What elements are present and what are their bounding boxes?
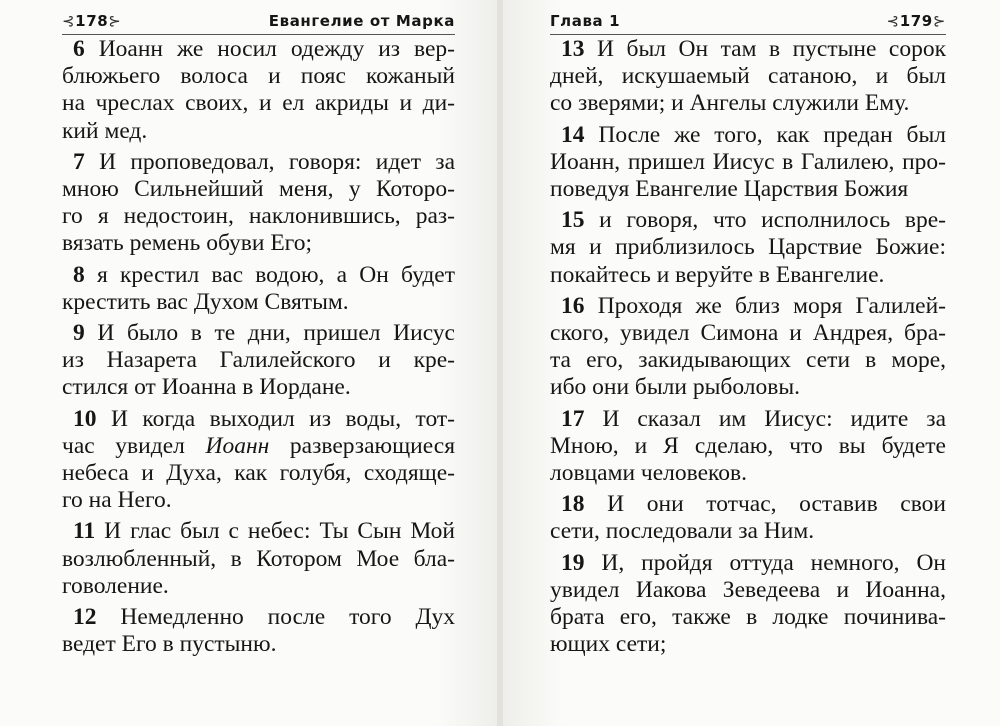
verse-14: [550, 122, 946, 204]
text-line: [550, 433, 946, 460]
text-line: [550, 207, 946, 234]
verse-number: 17: [561, 405, 585, 432]
line-text: И было в те дни, пришел Иисус: [97, 320, 455, 347]
line-text: покайтесь и веруйте в Евангелие.: [550, 261, 885, 288]
line-text: та его, закидывающих сети в море,: [550, 347, 946, 374]
line-text: Мною, и Я сделаю, что вы будете: [550, 432, 946, 459]
ornament-icon: ⊱: [108, 12, 122, 30]
line-text: Иоанн же носил одежду из вер-: [98, 36, 455, 62]
line-text: После же того, как предан был: [598, 121, 946, 148]
text-line: [550, 149, 946, 176]
text-line: [62, 374, 455, 401]
line-text: на чреслах своих, и ел акриды и ди-: [62, 90, 455, 117]
verse-15: [550, 207, 946, 289]
verse-11: [62, 518, 455, 600]
line-text: разверзающиеся: [269, 432, 455, 459]
line-text: кий мед.: [62, 117, 148, 144]
line-text: вязать ремень обуви Его;: [62, 230, 313, 257]
line-text: говоление.: [62, 572, 169, 599]
text-line: [62, 63, 455, 90]
verse-number: 11: [73, 518, 96, 545]
text-line: [550, 347, 946, 374]
text-line: [550, 320, 946, 347]
verse-19: [550, 550, 946, 659]
text-line: [62, 203, 455, 230]
ornament-icon: ⊰: [886, 12, 900, 30]
verse-number: 7: [73, 148, 85, 175]
text-line: [62, 289, 455, 316]
verse-number: 18: [561, 491, 585, 518]
line-text: мною Сильнейший меня, у Которо-: [62, 176, 455, 203]
line-text: ибо они были рыболовы.: [550, 374, 801, 401]
line-text: Иоанн, пришел Иисус в Галилею, про-: [550, 148, 946, 175]
line-text: го я недостоин, наклонившись, раз-: [62, 203, 455, 230]
text-line: [550, 293, 946, 320]
verse-9: [62, 320, 455, 402]
verse-7: [62, 149, 455, 258]
text-line: [62, 433, 455, 460]
text-line: [550, 491, 946, 518]
text-line: [550, 262, 946, 289]
verse-number: 15: [561, 207, 585, 234]
text-line: [550, 176, 946, 203]
line-text: блюжьего волоса и пояс кожаный: [62, 63, 455, 90]
line-text: И, пройдя оттуда немного, Он: [601, 549, 947, 576]
right-page: [503, 0, 1000, 726]
text-line: [62, 36, 455, 63]
text-line: [62, 90, 455, 117]
text-line: [550, 604, 946, 631]
text-line: [550, 577, 946, 604]
verse-number: 19: [561, 549, 585, 576]
line-text: из Назарета Галилейского и кре-: [62, 347, 455, 374]
text-line: [550, 406, 946, 433]
left-page-header: [62, 8, 455, 35]
line-text: стился от Иоанна в Иордане.: [62, 374, 351, 401]
italic-word: Иоанн: [205, 432, 270, 459]
text-line: [62, 406, 455, 433]
line-text: сети, последовали за Ним.: [550, 518, 815, 545]
line-text: го на Него.: [62, 487, 172, 514]
verse-number: 13: [561, 36, 585, 62]
text-line: [62, 149, 455, 176]
line-text: ского, увидел Симона и Андрея, бра-: [550, 320, 946, 347]
text-line: [62, 230, 455, 257]
left-page-number: ⊰178⊱: [62, 12, 122, 30]
text-line: [62, 347, 455, 374]
verse-number: 10: [73, 405, 97, 432]
verse-13: [550, 36, 946, 118]
line-text: крестить вас Духом Святым.: [62, 288, 349, 315]
line-text: И глас был с небес: Ты Сын Мой: [104, 518, 456, 545]
text-line: [550, 518, 946, 545]
verse-number: 8: [73, 261, 85, 288]
text-line: [62, 573, 455, 600]
verse-18: [550, 491, 946, 545]
line-text: мя и приблизилось Царствие Божие:: [550, 234, 946, 261]
line-text: со зверями; и Ангелы служили Ему.: [550, 90, 910, 117]
text-line: [550, 460, 946, 487]
text-line: [62, 487, 455, 514]
line-text: ведет Его в пустыню.: [62, 631, 277, 658]
verse-8: [62, 262, 455, 316]
text-line: [62, 460, 455, 487]
left-running-title: Евангелие от Марка: [268, 12, 455, 30]
text-line: [550, 36, 946, 63]
text-line: [62, 320, 455, 347]
text-line: [62, 546, 455, 573]
text-line: [550, 90, 946, 117]
text-line: [62, 631, 455, 658]
line-text: Проходя же близ моря Галилей-: [597, 292, 946, 319]
text-line: [62, 176, 455, 203]
text-line: [62, 604, 455, 631]
ornament-icon: ⊱: [932, 12, 946, 30]
verse-number: 14: [561, 121, 585, 148]
line-text: И когда выходил из воды, тот-: [110, 405, 456, 432]
text-line: [62, 518, 455, 545]
ornament-icon: ⊰: [62, 12, 76, 30]
line-text: дней, искушаемый сатаною, и был: [550, 63, 946, 90]
right-running-title: Глава 1: [550, 12, 621, 30]
line-text: увидел Иакова Зеведеева и Иоанна,: [550, 576, 946, 603]
line-text: Немедленно после того Дух: [120, 604, 456, 631]
text-line: [550, 550, 946, 577]
line-text: я крестил вас водою, а Он будет: [96, 261, 455, 288]
right-page-header: [550, 8, 946, 35]
line-text: ющих сети;: [550, 631, 667, 658]
text-line: [62, 118, 455, 145]
verse-number: 6: [73, 36, 85, 62]
line-text: И был Он там в пустыне сорок: [597, 36, 947, 62]
right-page-number: ⊰179⊱: [886, 12, 946, 30]
verse-16: [550, 293, 946, 402]
line-text: И они тотчас, оставив свои: [607, 491, 947, 518]
left-page: [0, 0, 497, 726]
verse-10: [62, 406, 455, 515]
line-text: поведуя Евангелие Царствия Божия: [550, 176, 909, 203]
line-text: и говоря, что исполнилось вре-: [599, 207, 946, 234]
text-line: [550, 234, 946, 261]
line-text: брата его, также в лодке починива-: [550, 604, 946, 631]
line-text: час увидел: [62, 432, 206, 459]
text-line: [550, 63, 946, 90]
verse-number: 12: [73, 604, 97, 631]
text-line: [550, 122, 946, 149]
line-text: И сказал им Иисус: идите за: [602, 405, 946, 432]
verse-17: [550, 406, 946, 488]
line-text: ловцами человеков.: [550, 460, 747, 487]
verse-6: [62, 36, 455, 145]
line-text: И проповедовал, говоря: идет за: [99, 148, 455, 175]
right-page-text: [550, 36, 946, 662]
verse-12: [62, 604, 455, 658]
text-line: [550, 631, 946, 658]
verse-number: 16: [561, 292, 585, 319]
line-text: возлюбленный, в Котором Мое бла-: [62, 545, 455, 572]
text-line: [550, 374, 946, 401]
text-line: [62, 262, 455, 289]
left-page-text: [62, 36, 455, 662]
verse-number: 9: [73, 320, 85, 347]
line-text: небеса и Духа, как голубя, сходяще-: [62, 460, 455, 487]
